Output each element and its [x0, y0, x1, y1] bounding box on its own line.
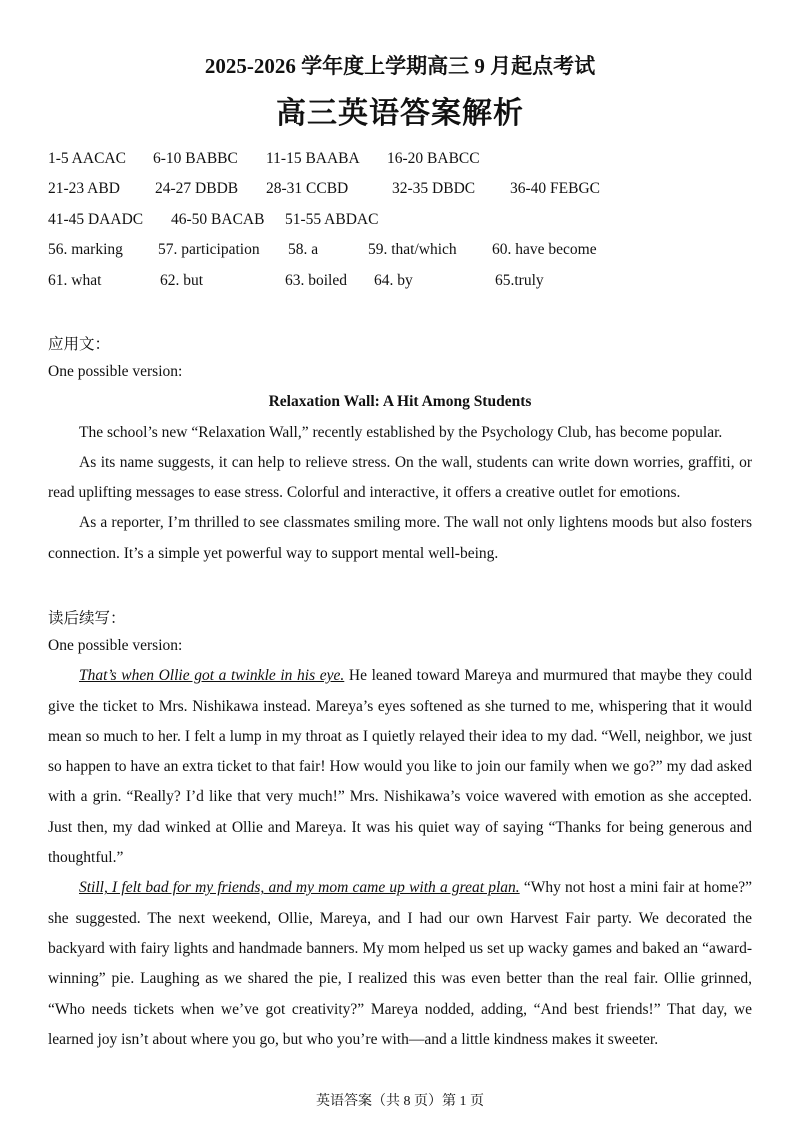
writing-section [48, 357, 752, 569]
answer-item: 32-35 DBDC [392, 180, 476, 197]
continuation-section [48, 631, 752, 1055]
answer-item: 6-10 BABBC [153, 150, 238, 167]
answer-item: 46-50 BACAB [171, 211, 265, 228]
page-title: 高三英语答案解析 [276, 97, 524, 130]
story-paragraph: Still, I felt bad for my friends, and my mom came up with a great plan. “Why not host a mini fair at home?” she suggested. The next weekend, Ollie, Mareya, and I had our own Harvest Fair party. We decorated the backyard with fairy lights and handmade banners. My mom helped us set up wacky games and baked an “award-winning” pie. Laughing as we shared the pie, I realized this was even better than the real fair. Ollie grinned, “Who needs tickets when we’ve got creativity?” Mareya nodded, adding, “And best friends!” That day, we learned joy isn’t about where you go, but who you’re with—and a little kindness makes it sweeter. [48, 879, 752, 1048]
answer-item: 59. that/which [368, 241, 457, 258]
answer-item: 62. but [160, 272, 204, 289]
answer-item: 21-23 ABD [48, 180, 120, 197]
version-intro: One possible version: [48, 637, 183, 654]
given-opening-sentence: Still, I felt bad for my friends, and my mom came up with a great plan. [79, 879, 520, 897]
answer-item: 57. participation [158, 241, 260, 258]
answer-item: 65.truly [495, 272, 544, 289]
answer-item: 36-40 FEBGC [510, 180, 600, 197]
page-footer: 英语答案（共 8 页）第 1 页 [316, 1094, 484, 1109]
answer-item: 56. marking [48, 241, 123, 258]
answer-item: 64. by [374, 272, 413, 289]
story-paragraph: That’s when Ollie got a twinkle in his eye. He leaned toward Mareya and murmured that maybe they could give the ticket to Mrs. Nishikawa instead. Mareya’s eyes softened as she turned to me, whispering that it would mean so much to her. I felt a lump in my throat as I quietly relayed their idea to my dad. “Well, neighbor, we just so happen to have an extra ticket to that fair! How would you like to join our family when we go?” my dad asked with a grin. “Really? I’d like that very much!” Mrs. Nishikawa’s voice wavered with emotion as she accepted. Just then, my dad winked at Ollie and Mareya. It was his quiet way of saying “Thanks for being generous and thoughtful.” [48, 667, 752, 867]
answer-item: 16-20 BABCC [387, 150, 480, 167]
version-intro: One possible version: [48, 363, 183, 380]
answer-item: 11-15 BAABA [266, 150, 360, 167]
exam-subtitle: 2025-2026 学年度上学期高三 9 月起点考试 [204, 54, 596, 78]
given-opening-sentence: That’s when Ollie got a twinkle in his eye. [79, 667, 345, 685]
answer-item: 28-31 CCBD [266, 180, 349, 197]
answer-item: 61. what [48, 272, 102, 289]
answer-item: 63. boiled [285, 272, 347, 289]
section-label-writing: 应用文： [48, 336, 111, 353]
answer-item: 1-5 AACAC [48, 150, 126, 167]
section-label-continuation: 读后续写： [48, 610, 126, 627]
essay-paragraph: The school’s new “Relaxation Wall,” recently established by the Psychology Club, has become popular. [79, 423, 723, 441]
essay-title: Relaxation Wall: A Hit Among Students [268, 393, 532, 411]
answer-item: 58. a [288, 241, 319, 258]
answer-item: 51-55 ABDAC [285, 211, 379, 228]
answer-item: 60. have become [492, 241, 597, 258]
answer-item: 41-45 DAADC [48, 211, 144, 228]
essay-paragraph: As its name suggests, it can help to relieve stress. On the wall, students can write down worries, graffiti, or read uplifting messages to ease stress. Colorful and interactive, it offers a creative outlet for emotions. [48, 453, 752, 502]
answer-item: 24-27 DBDB [155, 180, 239, 197]
essay-paragraph: As a reporter, I’m thrilled to see classmates smiling more. The wall not only lightens moods but also fosters connection. It’s a simple yet powerful way to support mental well-being. [48, 514, 752, 562]
